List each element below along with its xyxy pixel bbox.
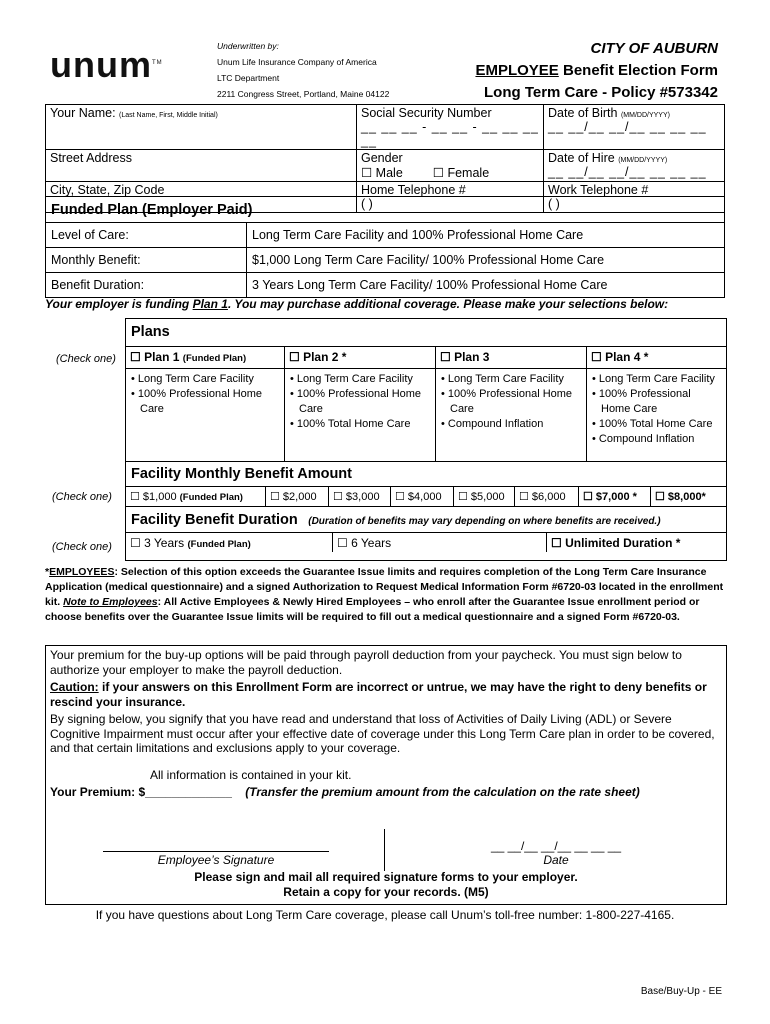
plan-2-features: [285, 369, 436, 461]
check-one-amount: (Check one): [52, 491, 112, 503]
feature-item: • Long Term Care Facility: [290, 373, 413, 385]
company-address: 2211 Congress Street, Portland, Maine 04122: [217, 89, 390, 99]
plans-section: [125, 318, 727, 561]
funded-plan-title: Funded Plan (Employer Paid): [46, 197, 725, 223]
facility-amount-title: Facility Monthly Benefit Amount: [126, 461, 726, 486]
funded-row-value: 3 Years Long Term Care Facility/ 100% Professional Home Care: [247, 273, 725, 298]
plan-3-features: [436, 369, 587, 461]
duration-6yr-checkbox[interactable]: ☐ 6 Years: [333, 533, 547, 552]
funded-row-label: Monthly Benefit:: [46, 248, 247, 273]
date-label: Date: [543, 853, 569, 867]
amount-8000-checkbox[interactable]: ☐ $8,000*: [655, 491, 706, 503]
premium-line: Your Premium: $_____________ (Transfer the premium amount from the calculation on the rate sheet): [50, 785, 640, 799]
feature-item: • 100% Total Home Care: [290, 418, 411, 430]
feature-item: • 100% Total Home Care: [592, 418, 713, 430]
gender-male-checkbox[interactable]: ☐ Male: [361, 166, 403, 180]
street-address-field[interactable]: Street Address: [46, 150, 357, 182]
name-field[interactable]: Your Name: (Last Name, First, Middle Initial): [46, 105, 357, 150]
feature-item: • 100% Professional Home Care: [441, 388, 573, 415]
form-title: EMPLOYEE Benefit Election Form: [475, 62, 718, 79]
form-header: [475, 38, 718, 104]
doh-field[interactable]: Date of Hire (MM/DD/YYYY) __ __/__ __/__ __ __ __: [544, 150, 725, 182]
funded-plan-table: [45, 196, 725, 298]
check-one-plans: (Check one): [56, 353, 116, 365]
amount-4000-checkbox[interactable]: ☐ $4,000: [391, 487, 454, 506]
duration-unlimited-checkbox[interactable]: ☐ Unlimited Duration *: [551, 536, 681, 550]
feature-item: • 100% Professional Home Care: [131, 388, 263, 415]
kit-note: All information is contained in your kit.: [150, 767, 352, 782]
signature-line[interactable]: [103, 851, 329, 852]
underwriter-block: [217, 38, 389, 102]
amount-6000-checkbox[interactable]: ☐ $6,000: [515, 487, 579, 506]
plan-3-checkbox[interactable]: ☐ Plan 3: [436, 347, 587, 368]
plans-title: Plans: [131, 324, 170, 340]
funded-row-label: Level of Care:: [46, 223, 247, 248]
plan-1-checkbox[interactable]: ☐ Plan 1 (Funded Plan): [126, 347, 285, 368]
guarantee-issue-notes: *EMPLOYEES: Selection of this option exceeds the Guarantee Issue limits and requires completion of the Long Term Care Insurance Application (medical questionnaire) and a signed Authorization to Request Medical Information Form #6720-03 located in the enrollment kit. Note to Employees: All Active Employees & Newly Hired Employees – who enroll after the Guarantee Issue enrollment period or choose benefits over the Guarantee Issue limits will be required to fill out a medical questionnaire and a signed Form #6720-03.: [45, 566, 724, 623]
plan-4-features: [587, 369, 726, 461]
company-name: Unum Life Insurance Company of America: [217, 57, 377, 67]
underwritten-by: Underwritten by:: [217, 41, 279, 51]
amount-3000-checkbox[interactable]: ☐ $3,000: [329, 487, 391, 506]
signature-divider: [384, 829, 385, 871]
feature-item: • 100% Professional Home Care: [592, 388, 691, 415]
duration-3yr-checkbox[interactable]: ☐ 3 Years (Funded Plan): [126, 533, 333, 552]
facility-duration-title: Facility Benefit Duration: [131, 512, 298, 528]
contact-footer: If you have questions about Long Term Care coverage, please call Unum’s toll-free number: 1-800-227-4165.: [95, 908, 675, 922]
employer-funding-note: Your employer is funding Plan 1. You may purchase additional coverage. Please make your selections below:: [45, 297, 669, 311]
department: LTC Department: [217, 73, 280, 83]
facility-duration-note: (Duration of benefits may vary depending on where benefits are received.): [308, 516, 661, 527]
signature-label: Employee’s Signature: [157, 853, 275, 867]
feature-item: • 100% Professional Home Care: [290, 388, 422, 415]
sign-mail-instruction: Please sign and mail all required signature forms to your employer.: [194, 870, 578, 884]
funded-row-value: Long Term Care Facility and 100% Professional Home Care: [247, 223, 725, 248]
amount-2000-checkbox[interactable]: ☐ $2,000: [266, 487, 329, 506]
home-telephone-field[interactable]: Home Telephone # ( ): [357, 182, 544, 213]
date-input[interactable]: __ __/__ __/__ __ __ __: [490, 839, 622, 853]
gender-female-checkbox[interactable]: ☐ Female: [432, 166, 490, 180]
amount-1000-checkbox[interactable]: ☐ $1,000 (Funded Plan): [126, 487, 266, 506]
plan-4-checkbox[interactable]: ☐ Plan 4 *: [591, 350, 649, 364]
form-id: Base/Buy-Up - EE: [640, 986, 722, 997]
feature-item: • Compound Inflation: [592, 433, 695, 445]
plan-features-row: [126, 368, 726, 461]
plan-2-checkbox[interactable]: ☐ Plan 2 *: [285, 347, 436, 368]
retain-copy-instruction: Retain a copy for your records. (M5): [283, 885, 489, 899]
employer-name: CITY OF AUBURN: [590, 40, 718, 57]
feature-item: • Long Term Care Facility: [131, 373, 254, 385]
adl-disclosure-text: By signing below, you signify that you have read and understand that loss of Activities of Daily Living (ADL) or Severe Cognitive Impairment must occur after your effective date of coverage under this Long Term Care plan in order to be covered, and that certain limitations and exclusions apply to your coverage.: [50, 712, 715, 755]
policy-number: Long Term Care - Policy #573342: [484, 84, 718, 101]
funded-row-label: Benefit Duration:: [46, 273, 247, 298]
plan-options-row: [126, 346, 726, 368]
ssn-field[interactable]: Social Security Number __ __ __ - __ __ - __ __ __ __: [357, 105, 544, 150]
caution-text: Caution: if your answers on this Enrollment Form are incorrect or untrue, we may have the right to deny benefits or rescind your insurance.: [50, 680, 707, 709]
city-state-zip-field[interactable]: City, State, Zip Code: [46, 182, 357, 213]
check-one-duration: (Check one): [52, 541, 112, 553]
feature-item: • Long Term Care Facility: [592, 373, 715, 385]
funded-row-value: $1,000 Long Term Care Facility/ 100% Professional Home Care: [247, 248, 725, 273]
premium-authorization-box: [45, 645, 727, 905]
work-telephone-field[interactable]: Work Telephone # ( ): [544, 182, 725, 213]
payroll-deduction-text: Your premium for the buy-up options will be paid through payroll deduction from your paycheck. You must sign below to authorize your employer to make the payroll deduction.: [50, 648, 682, 677]
feature-item: • Long Term Care Facility: [441, 373, 564, 385]
facility-amount-options: [126, 486, 726, 506]
facility-duration-options: [126, 532, 726, 552]
premium-input[interactable]: Your Premium: $_____________: [50, 785, 232, 799]
feature-item: • Compound Inflation: [441, 418, 544, 430]
amount-5000-checkbox[interactable]: ☐ $5,000: [454, 487, 515, 506]
gender-field: Gender ☐ Male ☐ Female: [357, 150, 544, 182]
unum-logo: unum™: [50, 44, 163, 85]
amount-7000-checkbox[interactable]: ☐ $7,000 *: [579, 487, 651, 506]
facility-duration-header: [126, 506, 726, 532]
dob-field[interactable]: Date of Birth (MM/DD/YYYY) __ __/__ __/__ __ __ __: [544, 105, 725, 150]
plan-1-features: [126, 369, 285, 461]
